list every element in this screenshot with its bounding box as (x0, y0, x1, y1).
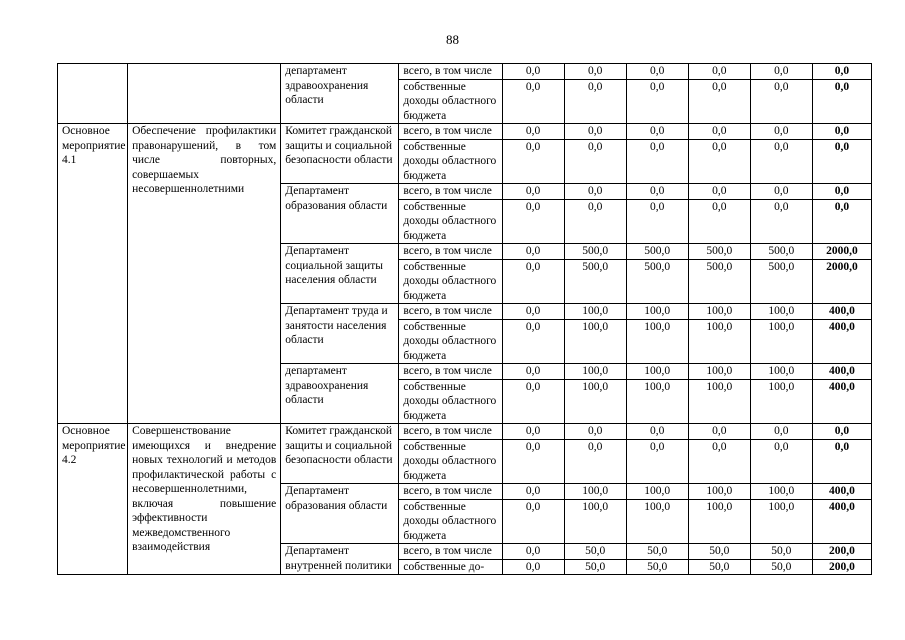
value-cell: 0,0 (626, 139, 688, 184)
value-cell: 500,0 (626, 244, 688, 260)
value-cell: 0,0 (688, 124, 750, 140)
value-cell: 500,0 (564, 259, 626, 304)
value-cell: 0,0 (626, 124, 688, 140)
value-cell: 0,0 (688, 79, 750, 124)
total-cell: 2000,0 (812, 259, 871, 304)
value-cell: 100,0 (564, 499, 626, 544)
total-cell: 0,0 (812, 184, 871, 200)
value-cell: 50,0 (750, 544, 812, 560)
value-cell: 100,0 (626, 484, 688, 500)
value-cell: 0,0 (564, 199, 626, 244)
value-cell: 0,0 (502, 124, 564, 140)
value-cell: 0,0 (688, 424, 750, 440)
value-cell: 100,0 (626, 304, 688, 320)
value-cell: 0,0 (750, 424, 812, 440)
value-cell: 100,0 (750, 319, 812, 364)
value-cell: 0,0 (502, 379, 564, 424)
value-cell: 0,0 (688, 64, 750, 80)
value-cell: 0,0 (502, 79, 564, 124)
value-cell: 50,0 (564, 544, 626, 560)
value-cell: 0,0 (626, 199, 688, 244)
value-cell: 100,0 (626, 499, 688, 544)
value-cell: 100,0 (750, 379, 812, 424)
total-cell: 0,0 (812, 424, 871, 440)
measure-description: Обеспечение профилактики правонарушений, в том числе повторных, совершаемых несовершеннолетними (128, 124, 281, 424)
value-cell: 0,0 (750, 124, 812, 140)
funding-type-total: всего, в том числе (399, 124, 502, 140)
value-cell: 0,0 (564, 79, 626, 124)
funding-type-total: всего, в том числе (399, 484, 502, 500)
value-cell: 0,0 (502, 304, 564, 320)
value-cell: 100,0 (564, 319, 626, 364)
measure-name: Основное мероприятие 4.2 (58, 424, 128, 575)
value-cell: 100,0 (688, 319, 750, 364)
total-cell: 0,0 (812, 124, 871, 140)
executor-cell: Комитет гражданской защиты и социальной безопасности области (281, 124, 399, 184)
funding-type-total: всего, в том числе (399, 424, 502, 440)
value-cell: 0,0 (750, 139, 812, 184)
value-cell: 50,0 (688, 544, 750, 560)
value-cell: 50,0 (626, 559, 688, 575)
value-cell: 100,0 (626, 364, 688, 380)
value-cell: 100,0 (688, 364, 750, 380)
value-cell: 100,0 (564, 364, 626, 380)
value-cell: 0,0 (688, 199, 750, 244)
value-cell: 100,0 (750, 304, 812, 320)
value-cell: 0,0 (502, 559, 564, 575)
total-cell: 400,0 (812, 304, 871, 320)
funding-type-own: собственные доходы областного бюджета (399, 199, 502, 244)
total-cell: 200,0 (812, 559, 871, 575)
measure-name (58, 64, 128, 124)
value-cell: 100,0 (750, 499, 812, 544)
value-cell: 100,0 (626, 379, 688, 424)
value-cell: 0,0 (688, 184, 750, 200)
executor-cell: Департамент труда и занятости населения области (281, 304, 399, 364)
value-cell: 0,0 (564, 64, 626, 80)
value-cell: 500,0 (564, 244, 626, 260)
funding-type-own: собственные доходы областного бюджета (399, 379, 502, 424)
value-cell: 0,0 (502, 544, 564, 560)
value-cell: 500,0 (688, 259, 750, 304)
funding-type-own: собственные доходы областного бюджета (399, 439, 502, 484)
executor-cell: Комитет гражданской защиты и социальной безопасности области (281, 424, 399, 484)
value-cell: 50,0 (626, 544, 688, 560)
value-cell: 0,0 (564, 439, 626, 484)
funding-type-total: всего, в том числе (399, 364, 502, 380)
value-cell: 500,0 (626, 259, 688, 304)
value-cell: 100,0 (564, 484, 626, 500)
value-cell: 0,0 (564, 424, 626, 440)
total-cell: 400,0 (812, 499, 871, 544)
value-cell: 0,0 (502, 439, 564, 484)
total-cell: 2000,0 (812, 244, 871, 260)
measure-description: Совершенствование имеющихся и внедрение новых технологий и методов профилактической работы с несовершеннолетними, включая повышение эффективности межведомственного взаимодействия (128, 424, 281, 575)
value-cell: 0,0 (502, 199, 564, 244)
value-cell: 100,0 (688, 304, 750, 320)
page-number: 88 (446, 32, 459, 47)
value-cell: 100,0 (626, 319, 688, 364)
total-cell: 200,0 (812, 544, 871, 560)
table-row (58, 64, 872, 80)
total-cell: 0,0 (812, 139, 871, 184)
value-cell: 100,0 (564, 379, 626, 424)
value-cell: 0,0 (626, 79, 688, 124)
value-cell: 0,0 (502, 184, 564, 200)
funding-type-total: всего, в том числе (399, 64, 502, 80)
total-cell: 0,0 (812, 439, 871, 484)
value-cell: 0,0 (750, 79, 812, 124)
funding-type-total: всего, в том числе (399, 544, 502, 560)
value-cell: 0,0 (502, 424, 564, 440)
value-cell: 0,0 (626, 184, 688, 200)
budget-table (57, 63, 872, 575)
value-cell: 0,0 (502, 244, 564, 260)
total-cell: 400,0 (812, 484, 871, 500)
funding-type-total: всего, в том числе (399, 244, 502, 260)
value-cell: 100,0 (750, 364, 812, 380)
measure-description (128, 64, 281, 124)
value-cell: 0,0 (750, 199, 812, 244)
table-row (58, 124, 872, 140)
total-cell: 400,0 (812, 364, 871, 380)
value-cell: 100,0 (750, 484, 812, 500)
value-cell: 100,0 (564, 304, 626, 320)
value-cell: 0,0 (502, 259, 564, 304)
funding-type-own: собственные доходы областного бюджета (399, 259, 502, 304)
executor-cell: Департамент социальной защиты населения области (281, 244, 399, 304)
table-body (58, 64, 872, 575)
value-cell: 0,0 (626, 64, 688, 80)
value-cell: 0,0 (688, 139, 750, 184)
executor-cell: Департамент внутренней политики (281, 544, 399, 575)
value-cell: 0,0 (626, 439, 688, 484)
value-cell: 50,0 (688, 559, 750, 575)
value-cell: 0,0 (564, 139, 626, 184)
measure-name: Основное мероприятие 4.1 (58, 124, 128, 424)
value-cell: 50,0 (750, 559, 812, 575)
total-cell: 400,0 (812, 319, 871, 364)
value-cell: 0,0 (502, 484, 564, 500)
value-cell: 100,0 (688, 499, 750, 544)
value-cell: 0,0 (564, 184, 626, 200)
total-cell: 0,0 (812, 64, 871, 80)
value-cell: 0,0 (564, 124, 626, 140)
value-cell: 0,0 (502, 319, 564, 364)
value-cell: 100,0 (688, 484, 750, 500)
value-cell: 0,0 (502, 499, 564, 544)
funding-type-own: собственные доходы областного бюджета (399, 319, 502, 364)
value-cell: 0,0 (750, 439, 812, 484)
funding-type-own: собственные до- (399, 559, 502, 575)
value-cell: 500,0 (688, 244, 750, 260)
value-cell: 0,0 (626, 424, 688, 440)
total-cell: 400,0 (812, 379, 871, 424)
value-cell: 100,0 (688, 379, 750, 424)
value-cell: 500,0 (750, 259, 812, 304)
value-cell: 0,0 (502, 364, 564, 380)
executor-cell: департамент здравоохранения области (281, 364, 399, 424)
funding-type-total: всего, в том числе (399, 184, 502, 200)
executor-cell: департамент здравоохранения области (281, 64, 399, 124)
value-cell: 0,0 (688, 439, 750, 484)
executor-cell: Департамент образования области (281, 484, 399, 544)
value-cell: 0,0 (750, 184, 812, 200)
table-row (58, 424, 872, 440)
funding-type-own: собственные доходы областного бюджета (399, 139, 502, 184)
funding-type-own: собственные доходы областного бюджета (399, 79, 502, 124)
value-cell: 500,0 (750, 244, 812, 260)
executor-cell: Департамент образования области (281, 184, 399, 244)
value-cell: 0,0 (750, 64, 812, 80)
value-cell: 0,0 (502, 139, 564, 184)
funding-type-own: собственные доходы областного бюджета (399, 499, 502, 544)
funding-type-total: всего, в том числе (399, 304, 502, 320)
value-cell: 50,0 (564, 559, 626, 575)
value-cell: 0,0 (502, 64, 564, 80)
total-cell: 0,0 (812, 79, 871, 124)
total-cell: 0,0 (812, 199, 871, 244)
